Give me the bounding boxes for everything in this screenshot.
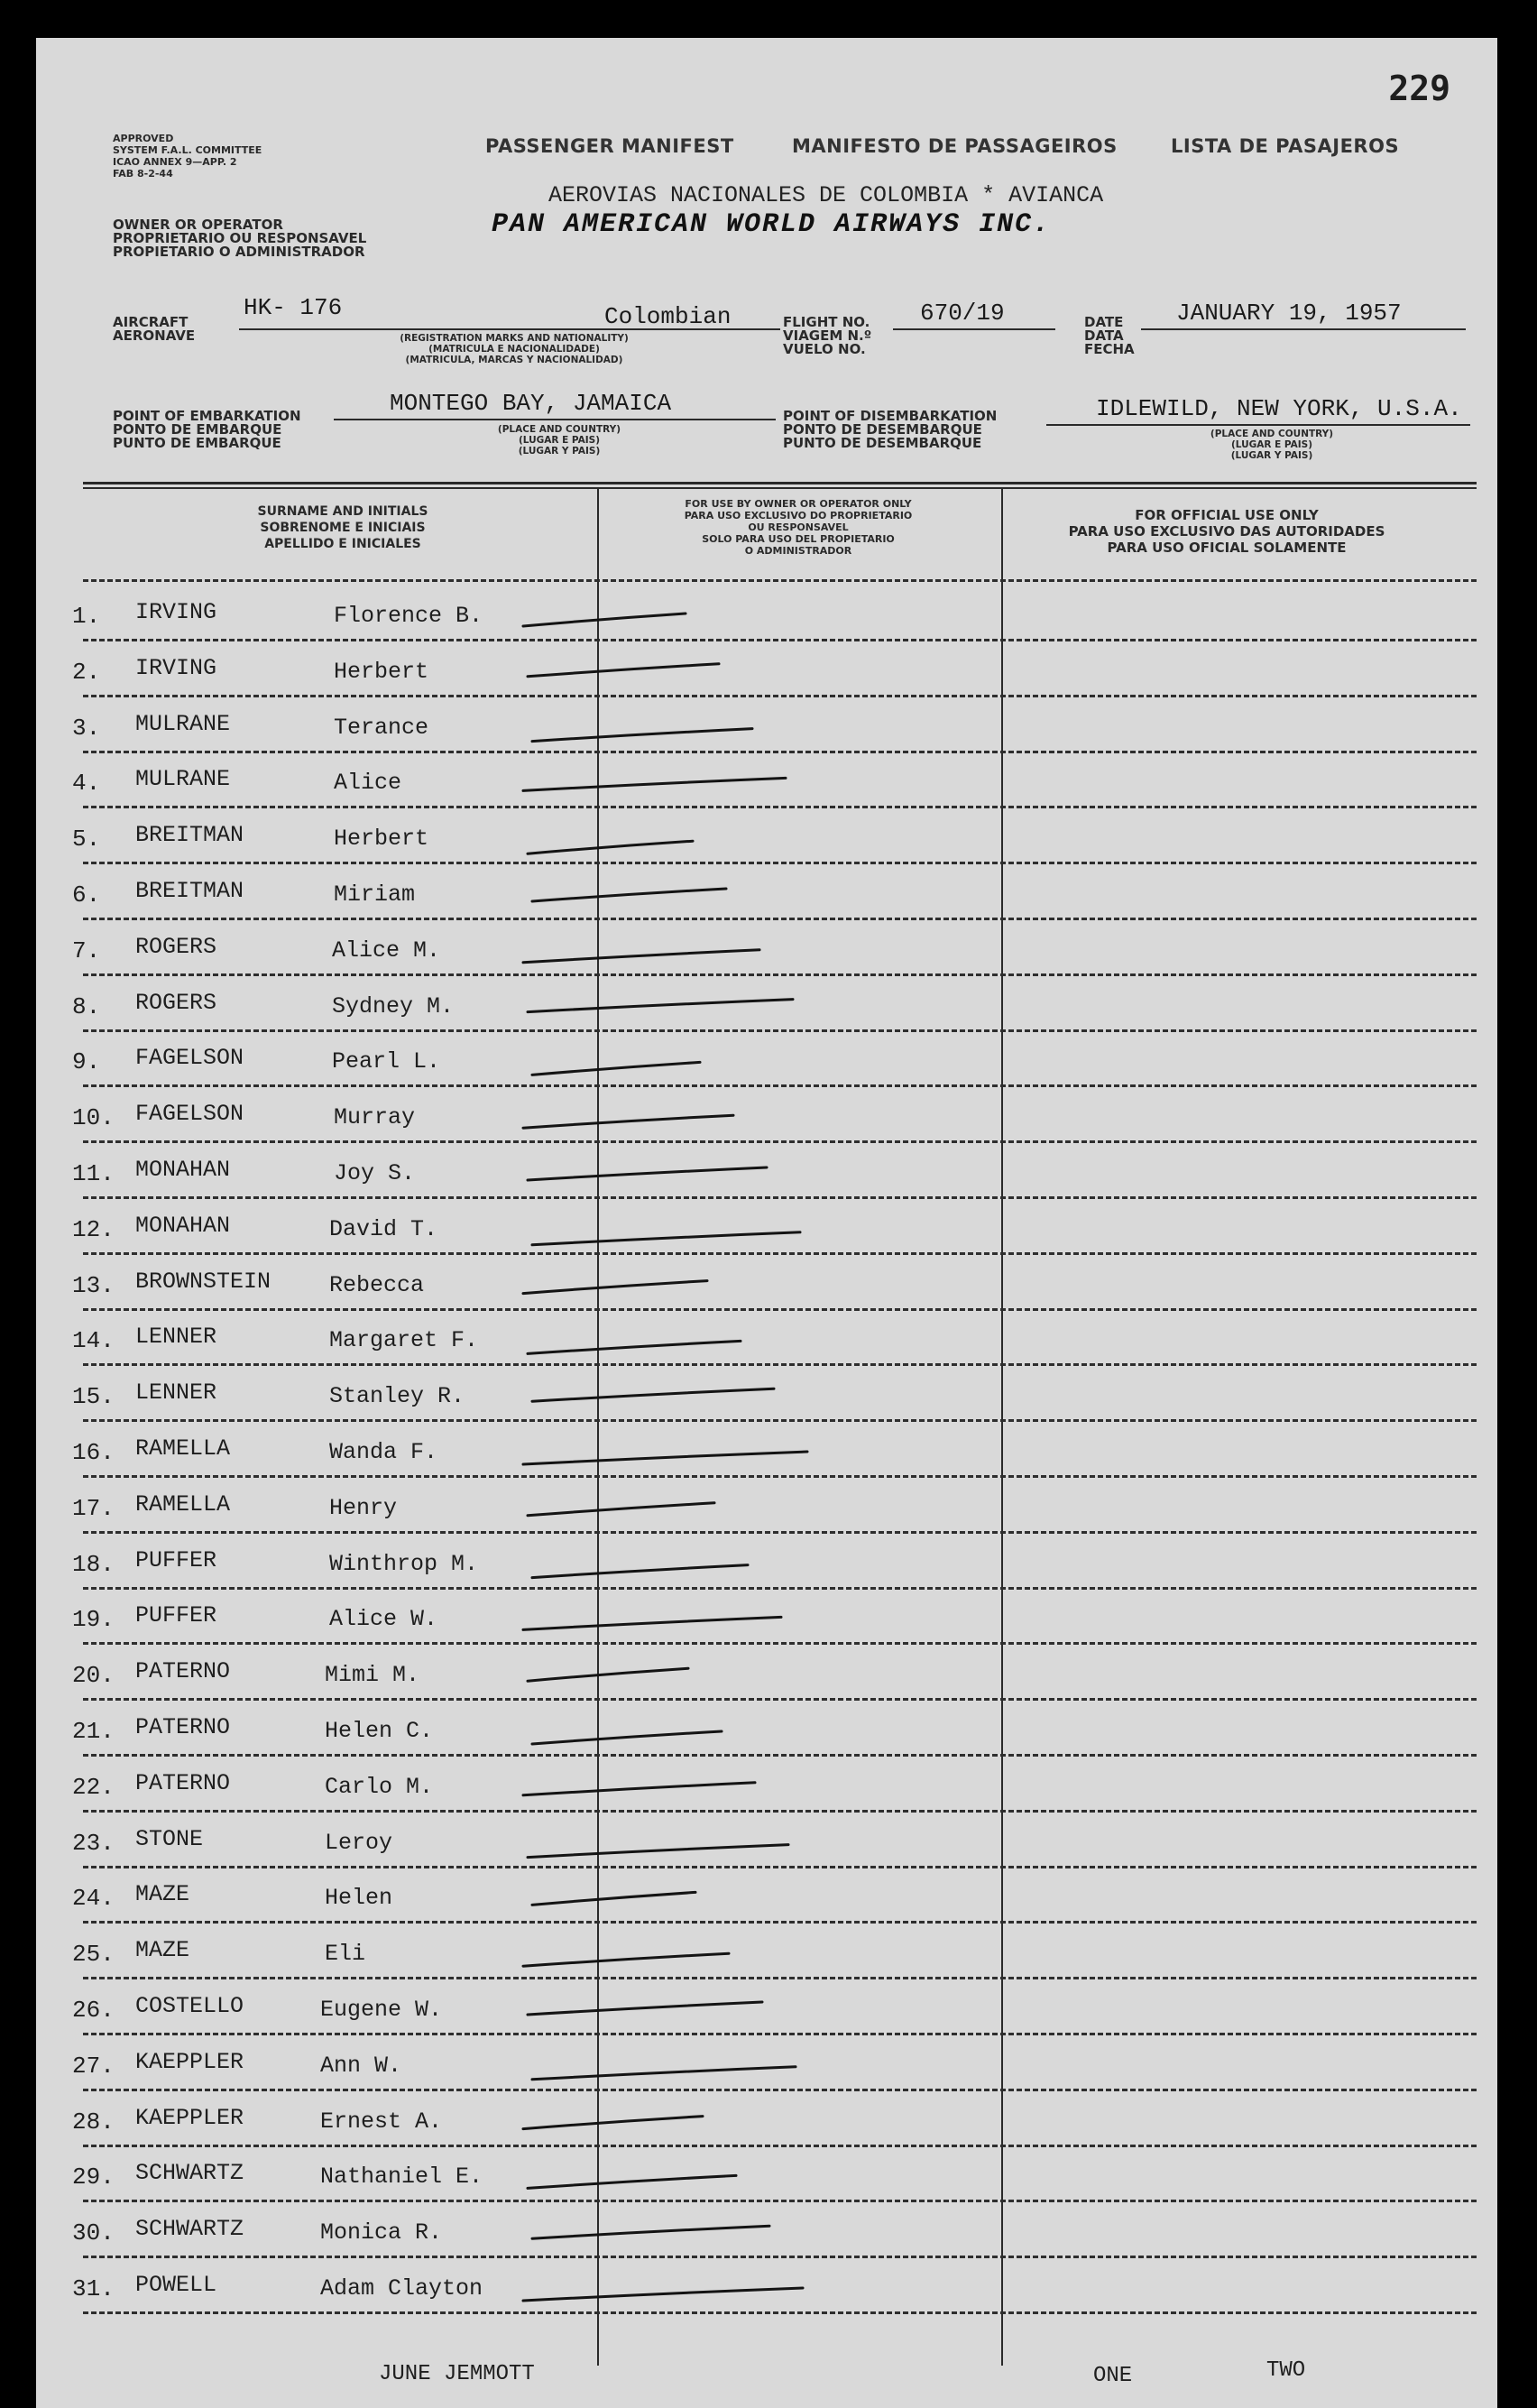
passenger-surname: FAGELSON [135, 1101, 244, 1128]
page-of-first: ONE [1093, 2364, 1133, 2388]
passenger-surname: MAZE [135, 1937, 190, 1964]
flight-label: FLIGHT NO. VIAGEM N.º VUELO NO. [783, 314, 872, 357]
checkmark-stroke [528, 2002, 762, 2015]
checkmark-layer [36, 38, 1497, 2408]
passenger-given-name: Alice M. [332, 936, 441, 964]
operator-typed: AEROVIAS NACIONALES DE COLOMBIA * AVIANCA [548, 182, 1104, 208]
passenger-given-name: Eli [325, 1941, 366, 1968]
checkmark-stroke [523, 1115, 733, 1128]
row-number: 3. [72, 714, 101, 742]
passenger-surname: PATERNO [135, 1769, 231, 1796]
disembarkation-sublabel: (PLACE AND COUNTRY) (LUGAR E PAIS) (LUGAR Y PAIS) [1210, 429, 1334, 461]
manifest-page [36, 38, 1497, 2408]
row-number: 11. [72, 1160, 115, 1187]
passenger-given-name: Ann W. [320, 2052, 402, 2079]
checkmark-stroke [528, 1845, 788, 1858]
row-number: 24. [72, 1885, 115, 1913]
passenger-surname: RAMELLA [135, 1490, 231, 1518]
official-use-column-header: FOR OFFICIAL USE ONLY PARA USO EXCLUSIVO DAS AUTORIDADES PARA USO OFICIAL SOLAMENTE [1068, 507, 1385, 556]
embarkation-place: MONTEGO BAY, JAMAICA [390, 390, 672, 417]
row-number: 22. [72, 1773, 115, 1801]
passenger-surname: BREITMAN [135, 822, 244, 849]
passenger-given-name: Herbert [334, 658, 429, 685]
approval-line: ICAO ANNEX 9—APP. 2 [113, 156, 237, 168]
row-number: 30. [72, 2219, 115, 2247]
passenger-given-name: Stanley R. [329, 1383, 465, 1410]
passenger-given-name: Wanda F. [329, 1439, 438, 1465]
row-number: 17. [72, 1494, 115, 1522]
passenger-surname: PATERNO [135, 1658, 231, 1685]
checkmark-stroke [532, 1731, 722, 1744]
passenger-surname: MONAHAN [135, 1157, 231, 1183]
passenger-given-name: Joy S. [334, 1160, 416, 1186]
passenger-given-name: Monica R. [320, 2219, 443, 2247]
approval-line: FAB 8-2-44 [113, 168, 173, 180]
passenger-surname: MAZE [135, 1881, 190, 1908]
passenger-given-name: Murray [334, 1104, 416, 1131]
checkmark-stroke [532, 1565, 748, 1578]
checkmark-stroke [532, 1389, 774, 1401]
passenger-given-name: Herbert [334, 826, 429, 853]
aircraft-label: AIRCRAFT AERONAVE [113, 314, 196, 344]
passenger-surname: STONE [135, 1825, 204, 1852]
aircraft-nationality: Colombian [604, 303, 732, 330]
row-number: 10. [72, 1104, 115, 1132]
checkmark-stroke [528, 2175, 736, 2188]
passenger-surname: RAMELLA [135, 1435, 231, 1462]
passenger-surname: COSTELLO [135, 1993, 244, 2019]
row-number: 25. [72, 1941, 115, 1969]
row-number: 4. [72, 770, 101, 798]
passenger-surname: KAEPPLER [135, 2048, 244, 2075]
passenger-given-name: Helen C. [325, 1718, 434, 1744]
passenger-given-name: Florence B. [334, 603, 483, 629]
aircraft-registration: HK- 176 [244, 294, 343, 321]
passenger-surname: MULRANE [135, 710, 231, 737]
row-number: 27. [72, 2052, 115, 2080]
row-number: 29. [72, 2164, 115, 2191]
passenger-surname: SCHWARTZ [135, 2216, 244, 2243]
row-number: 9. [72, 1048, 101, 1076]
checkmark-stroke [523, 1617, 781, 1629]
prepared-by: JUNE JEMMOTT [379, 2362, 535, 2386]
row-number: 20. [72, 1662, 115, 1690]
passenger-given-name: Nathaniel E. [320, 2164, 483, 2191]
row-number: 23. [72, 1829, 115, 1857]
page-number: 229 [1388, 69, 1450, 108]
flight-date: JANUARY 19, 1957 [1176, 300, 1402, 327]
passenger-given-name: Pearl L. [332, 1048, 441, 1075]
passenger-surname: MONAHAN [135, 1212, 231, 1239]
checkmark-stroke [528, 1503, 714, 1516]
passenger-given-name: Helen [325, 1885, 393, 1912]
passenger-surname: ROGERS [135, 933, 217, 960]
passenger-given-name: Mimi M. [325, 1662, 420, 1689]
passenger-given-name: David T. [329, 1215, 438, 1242]
passenger-given-name: Leroy [325, 1829, 393, 1856]
owner-use-column-header: FOR USE BY OWNER OR OPERATOR ONLY PARA USO EXCLUSIVO DO PROPRIETARIO OU RESPONSAVEL SOLO PARA USO DEL PROPIETARIO O ADMINISTRADOR [684, 498, 913, 557]
passenger-given-name: Eugene W. [320, 1997, 443, 2023]
owner-label: PROPIETARIO O ADMINISTRADOR [113, 244, 365, 260]
checkmark-stroke [523, 2288, 803, 2301]
checkmark-stroke [523, 1953, 729, 1966]
passenger-given-name: Winthrop M. [329, 1550, 479, 1577]
checkmark-stroke [523, 778, 786, 790]
embarkation-label: POINT OF EMBARKATION PONTO DE EMBARQUE PUNTO DE EMBARQUE [113, 408, 301, 451]
checkmark-stroke [528, 841, 693, 853]
row-number: 15. [72, 1383, 115, 1411]
passenger-surname: PATERNO [135, 1714, 231, 1740]
row-number: 18. [72, 1550, 115, 1578]
operator-printed: PAN AMERICAN WORLD AIRWAYS INC. [492, 209, 1052, 240]
owner-label: OWNER OR OPERATOR [113, 217, 283, 233]
passenger-surname: IRVING [135, 654, 217, 681]
passenger-surname: FAGELSON [135, 1045, 244, 1072]
passenger-given-name: Margaret F. [329, 1327, 479, 1354]
row-number: 21. [72, 1718, 115, 1745]
passenger-given-name: Sydney M. [332, 992, 455, 1019]
passenger-surname: LENNER [135, 1324, 217, 1351]
passenger-given-name: Henry [329, 1494, 398, 1521]
checkmark-stroke [523, 1783, 755, 1795]
passenger-surname: PUFFER [135, 1602, 217, 1629]
disembarkation-place: IDLEWILD, NEW YORK, U.S.A. [1096, 395, 1462, 422]
passenger-surname: MULRANE [135, 766, 231, 793]
checkmark-stroke [523, 614, 686, 626]
row-number: 6. [72, 881, 101, 909]
passenger-given-name: Ernest A. [320, 2108, 443, 2135]
passenger-given-name: Carlo M. [325, 1773, 434, 1800]
row-number: 14. [72, 1327, 115, 1355]
checkmark-stroke [528, 1341, 741, 1353]
title-portuguese: MANIFESTO DE PASSAGEIROS [792, 135, 1118, 157]
checkmark-stroke [532, 1892, 695, 1905]
passenger-given-name: Rebecca [329, 1271, 425, 1298]
disembarkation-label: POINT OF DISEMBARKATION PONTO DE DESEMBARQUE PUNTO DE DESEMBARQUE [783, 408, 998, 451]
checkmark-stroke [523, 1281, 707, 1294]
checkmark-stroke [528, 1000, 793, 1012]
row-number: 19. [72, 1606, 115, 1634]
passenger-surname: PUFFER [135, 1546, 217, 1573]
row-number: 2. [72, 658, 101, 686]
row-number: 12. [72, 1215, 115, 1243]
row-number: 13. [72, 1271, 115, 1299]
row-number: 31. [72, 2275, 115, 2302]
checkmark-stroke [532, 1062, 700, 1075]
row-number: 1. [72, 603, 101, 630]
page-of-second: TWO [1266, 2358, 1306, 2383]
passenger-surname: POWELL [135, 2272, 217, 2298]
passenger-surname: SCHWARTZ [135, 2160, 244, 2187]
row-number: 8. [72, 992, 101, 1020]
approval-line: APPROVED [113, 133, 174, 144]
checkmark-stroke [532, 889, 726, 901]
passenger-surname: LENNER [135, 1379, 217, 1407]
row-number: 16. [72, 1439, 115, 1466]
passenger-given-name: Alice W. [329, 1606, 438, 1633]
date-label: DATE DATA FECHA [1084, 314, 1135, 357]
passenger-surname: KAEPPLER [135, 2104, 244, 2131]
checkmark-stroke [532, 2067, 796, 2080]
flight-number: 670/19 [920, 300, 1005, 327]
passenger-surname: BROWNSTEIN [135, 1268, 272, 1295]
row-number: 26. [72, 1997, 115, 2024]
checkmark-stroke [532, 2226, 769, 2238]
row-number: 5. [72, 826, 101, 853]
embarkation-sublabel: (PLACE AND COUNTRY) (LUGAR E PAIS) (LUGAR Y PAIS) [497, 424, 621, 457]
aircraft-sublabel: (REGISTRATION MARKS AND NATIONALITY) (MATRICULA E NACIONALIDADE) (MATRICULA, MARCAS Y NACIONALIDAD) [400, 333, 629, 365]
passenger-given-name: Miriam [334, 881, 416, 908]
checkmark-stroke [528, 1167, 767, 1180]
row-number: 7. [72, 936, 101, 964]
title-english: PASSENGER MANIFEST [485, 135, 734, 157]
passenger-given-name: Adam Clayton [320, 2275, 483, 2302]
checkmark-stroke [523, 2117, 703, 2129]
checkmark-stroke [532, 1232, 800, 1245]
name-column-header: SURNAME AND INITIALS SOBRENOME E INICIAIS APELLIDO E INICIALES [257, 504, 428, 551]
checkmark-stroke [523, 1452, 807, 1464]
owner-label: PROPRIETARIO OU RESPONSAVEL [113, 230, 367, 246]
passenger-given-name: Alice [334, 770, 402, 797]
row-number: 28. [72, 2108, 115, 2136]
passenger-given-name: Terance [334, 714, 429, 741]
approval-line: SYSTEM F.A.L. COMMITTEE [113, 144, 262, 156]
checkmark-stroke [523, 950, 759, 963]
checkmark-stroke [528, 664, 719, 677]
checkmark-stroke [532, 729, 752, 742]
checkmark-stroke [528, 1668, 688, 1681]
title-spanish: LISTA DE PASAJEROS [1171, 135, 1400, 157]
passenger-surname: ROGERS [135, 989, 217, 1016]
passenger-surname: IRVING [135, 599, 217, 625]
passenger-surname: BREITMAN [135, 878, 244, 904]
